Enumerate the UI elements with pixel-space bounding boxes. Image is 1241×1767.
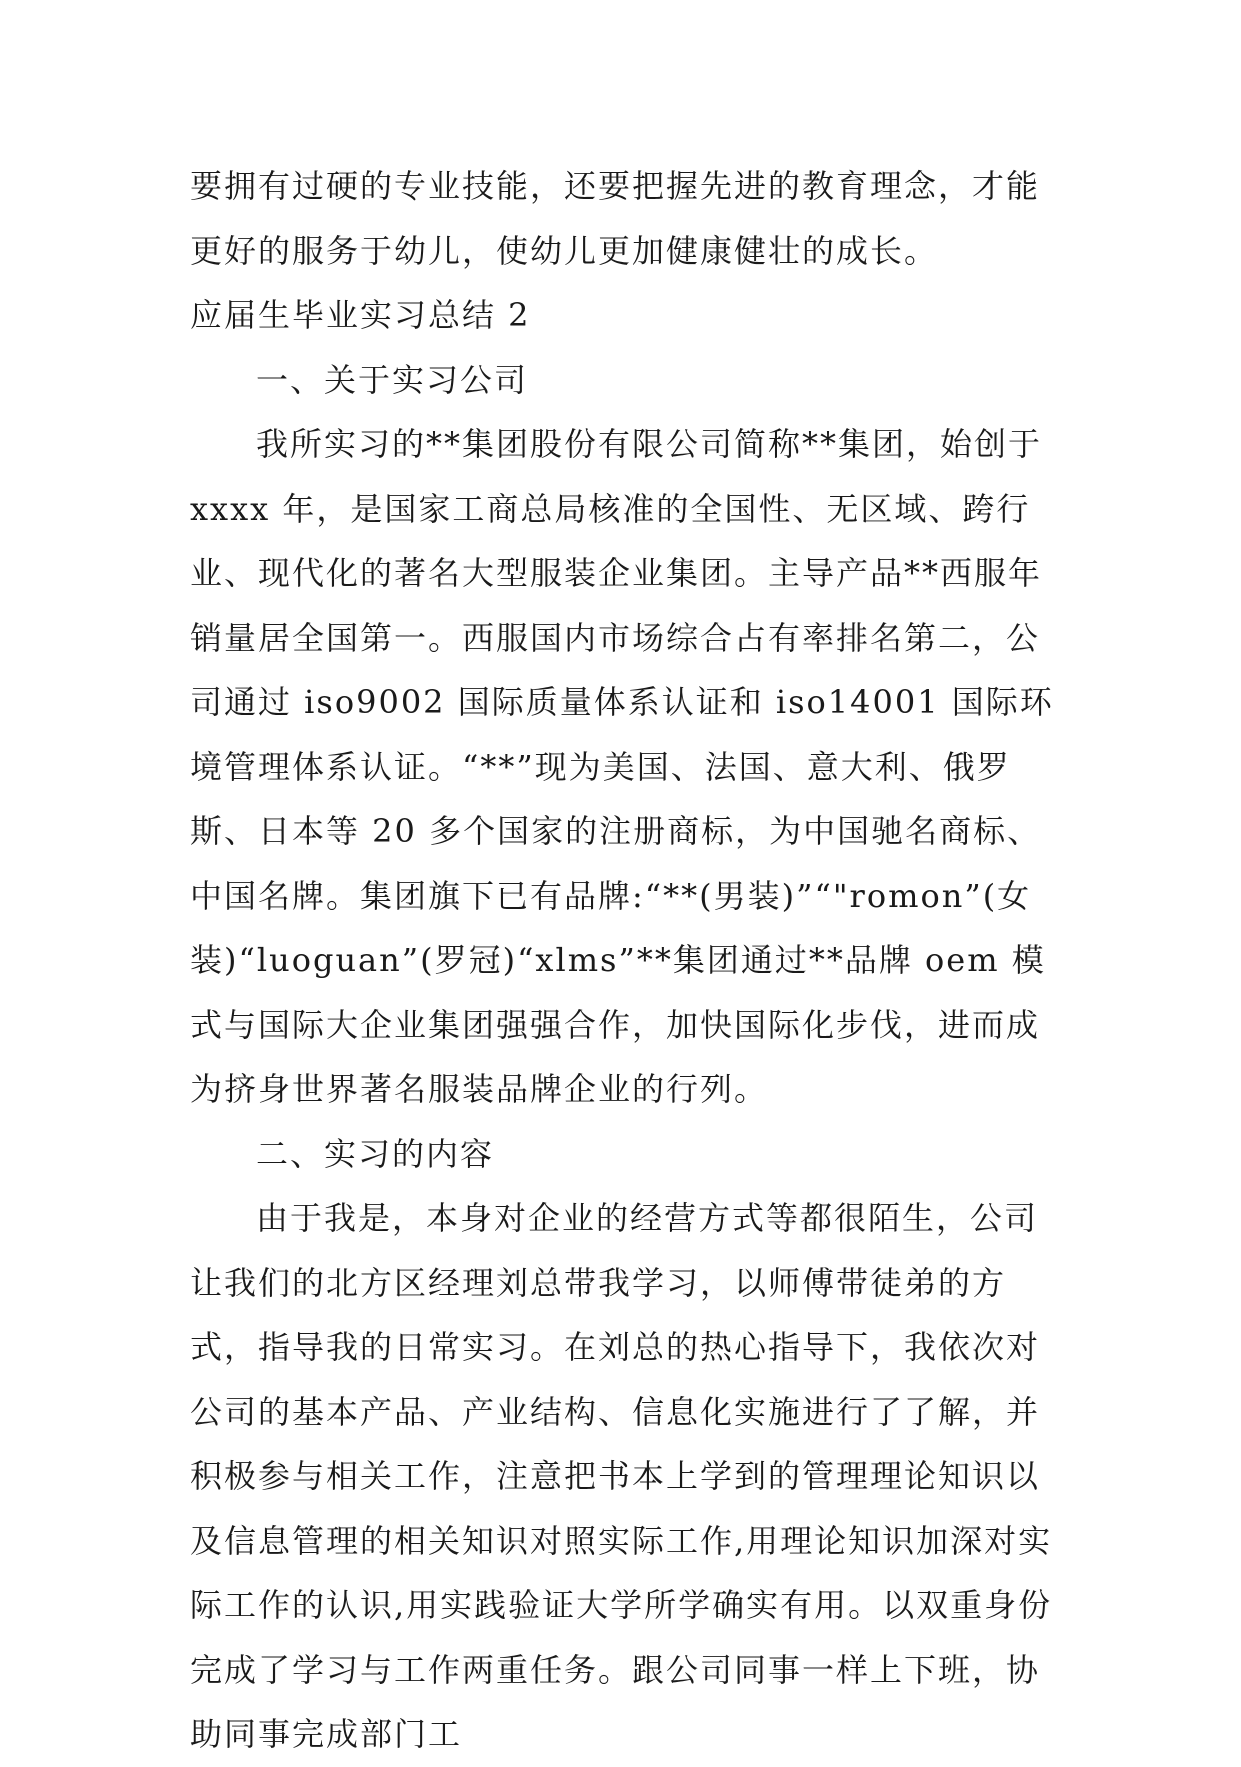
document-title: 应届生毕业实习总结 2 [190, 296, 531, 334]
document-body [190, 154, 1070, 1767]
paragraph-continuation: 要拥有过硬的专业技能，还要把握先进的教育理念，才能更好的服务于幼儿，使幼儿更加健康健壮的成长。 [190, 167, 1041, 270]
paragraph-internship-content: 由于我是，本身对企业的经营方式等都很陌生，公司让我们的北方区经理刘总带我学习，以师傅带徒弟的方式，指导我的日常实习。在刘总的热心指导下，我依次对公司的基本产品、产业结构、信息化实施进行了了解，并积极参与相关工作，注意把书本上学到的管理理论知识以及信息管理的相关知识对照实际工作,用理论知识加深对实际工作的认识,用实践验证大学所学确实有用。以双重身份完成了学习与工作两重任务。跟公司同事一样上下班，协助同事完成部门工 [190, 1199, 1053, 1753]
paragraph-company-intro: 我所实习的**集团股份有限公司简称**集团，始创于 xxxx 年，是国家工商总局核准的全国性、无区域、跨行业、现代化的著名大型服装企业集团。主导产品**西服年销量居全国第一。西服国内市场综合占有率排名第二，公司通过 iso9002 国际质量体系认证和 iso14001 国际环境管理体系认证。“**”现为美国、法国、意大利、俄罗斯、日本等 20 多个国家的注册商标，为中国驰名商标、中国名牌。集团旗下已有品牌:“**(男装)”“"romon”(女装)“luoguan”(罗冠)“xlms”**集团通过**品牌 oem 模式与国际大企业集团强强合作，加快国际化步伐，进而成为挤身世界著名服装品牌企业的行列。 [190, 425, 1054, 1108]
section-heading-content: 二、实习的内容 [256, 1134, 495, 1173]
section-heading-company: 一、关于实习公司 [256, 360, 529, 399]
